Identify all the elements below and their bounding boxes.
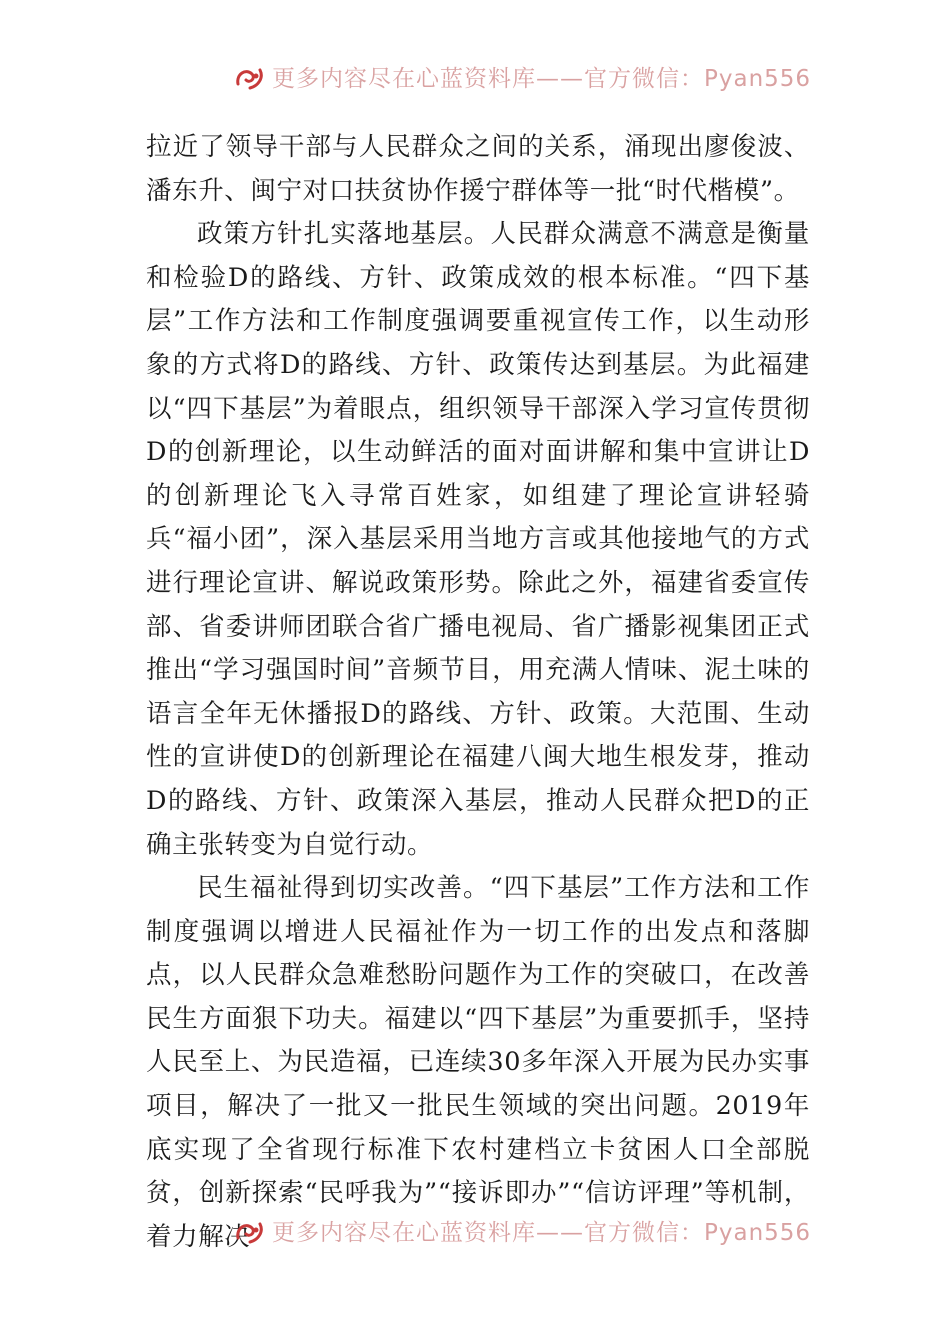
paragraph-policy: 政策方针扎实落地基层。人民群众满意不满意是衡量和检验D的路线、方针、政策成效的根本标准。“四下基层”工作方法和工作制度强调要重视宣传工作，以生动形象的方式将D的路线、方针、政策传达到基层。为此福建以“四下基层”为着眼点，组织领导干部深入学习宣传贯彻D的创新理论，以生动鲜活的面对面讲解和集中宣讲让D的创新理论飞入寻常百姓家，如组建了理论宣讲轻骑兵“福小团”，深入基层采用当地方言或其他接地气的方式进行理论宣讲、解说政策形势。除此之外，福建省委宣传部、省委讲师团联合省广播电视局、省广播影视集团正式推出“学习强国时间”音频节目，用充满人情味、泥土味的语言全年无休播报D的路线、方针、政策。大范围、生动性的宣讲使D的创新理论在福建八闽大地生根发芽，推动D的路线、方针、政策深入基层，推动人民群众把D的正确主张转变为自觉行动。 bbox=[146, 219, 810, 860]
watermark-text: 更多内容尽在心蓝资料库——官方微信：Pyan556 bbox=[272, 1220, 812, 1246]
flower-logo-icon bbox=[232, 62, 268, 92]
watermark-text: 更多内容尽在心蓝资料库——官方微信：Pyan556 bbox=[272, 66, 812, 92]
footer-watermark bbox=[0, 1208, 950, 1248]
paragraph-continuation: 拉近了领导干部与人民群众之间的关系，涌现出廖俊波、潘东升、闽宁对口扶贫协作援宁群体等一批“时代楷模”。 bbox=[146, 132, 810, 206]
paragraph-livelihood: 民生福祉得到切实改善。“四下基层”工作方法和工作制度强调以增进人民福祉作为一切工作的出发点和落脚点，以人民群众急难愁盼问题作为工作的突破口，在改善民生方面狠下功夫。福建以“四下基层”为重要抓手，坚持人民至上、为民造福，已连续30多年深入开展为民办实事项目，解决了一批又一批民生领域的突出问题。2019年底实现了全省现行标准下农村建档立卡贫困人口全部脱贫，创新探索“民呼我为”“接诉即办”“信访评理”等机制，着力解决 bbox=[146, 873, 810, 1252]
flower-logo-icon bbox=[232, 1216, 268, 1246]
document-body bbox=[146, 126, 810, 1259]
header-watermark bbox=[0, 54, 950, 94]
